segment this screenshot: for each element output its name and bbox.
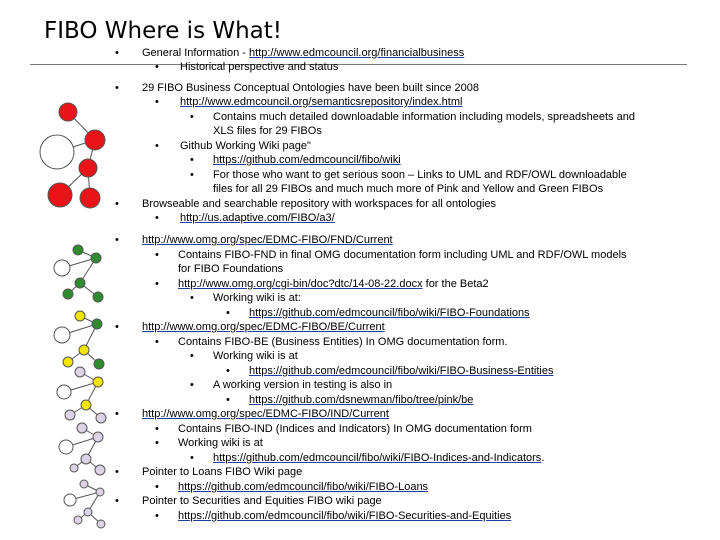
line-text-after: . bbox=[541, 452, 545, 464]
bullet-text-line bbox=[213, 124, 322, 138]
line-text: Historical perspective and status bbox=[180, 61, 339, 73]
bullet-marker: • bbox=[115, 234, 119, 246]
bullet-marker: • bbox=[190, 154, 194, 166]
bullet-text-line bbox=[142, 407, 389, 421]
bullet-marker: • bbox=[226, 307, 230, 319]
bullet-marker: • bbox=[115, 408, 119, 420]
bullet-text-line bbox=[178, 509, 511, 523]
hyperlink[interactable]: http://www.omg.org/spec/EDMC-FIBO/IND/Current bbox=[142, 408, 389, 420]
bullet-text-line bbox=[213, 291, 301, 305]
bullet-text-line bbox=[178, 480, 428, 494]
bullet-text-line bbox=[178, 248, 627, 262]
hyperlink[interactable]: https://github.com/edmcouncil/fibo/wiki/FIBO-Business-Entities bbox=[249, 365, 554, 377]
bullet-marker: • bbox=[115, 466, 119, 478]
bullet-marker: • bbox=[155, 278, 159, 290]
bullet-text-line bbox=[249, 364, 553, 378]
bullet-marker: • bbox=[190, 111, 194, 123]
bullet-text-line bbox=[142, 46, 464, 60]
bullet-marker: • bbox=[155, 61, 159, 73]
bullet-marker: • bbox=[155, 212, 159, 224]
bullet-marker: • bbox=[226, 365, 230, 377]
bullet-text-line bbox=[213, 153, 401, 167]
bullet-marker: • bbox=[226, 394, 230, 406]
line-text: For those who want to get serious soon – Links to UML and RDF/OWL downloadable bbox=[213, 169, 627, 181]
bullet-marker: • bbox=[190, 452, 194, 464]
hyperlink[interactable]: http://www.omg.org/cgi-bin/doc?dtc/14-08-22.docx bbox=[178, 278, 423, 290]
bullet-marker: • bbox=[190, 169, 194, 181]
bullet-text-line bbox=[213, 451, 544, 465]
bullet-text-line bbox=[249, 393, 473, 407]
bullet-text-line bbox=[142, 81, 479, 95]
hyperlink[interactable]: https://github.com/edmcouncil/fibo/wiki/FIBO-Indices-and-Indicators bbox=[213, 452, 542, 464]
line-text: 29 FIBO Business Conceptual Ontologies have been built since 2008 bbox=[142, 82, 479, 94]
bullet-text-line bbox=[213, 168, 627, 182]
line-text: Contains FIBO-BE (Business Entities) In OMG documentation form. bbox=[178, 336, 508, 348]
ontology-tree-icons bbox=[0, 0, 110, 540]
slide-title: FIBO Where is What! bbox=[44, 18, 283, 44]
hyperlink[interactable]: https://github.com/edmcouncil/fibo/wiki/FIBO-Securities-and-Equities bbox=[178, 510, 512, 522]
bullet-text-line bbox=[142, 233, 393, 247]
line-text: XLS files for 29 FIBOs bbox=[213, 125, 322, 137]
bullet-text-line bbox=[178, 436, 263, 450]
bullet-marker: • bbox=[115, 47, 119, 59]
bullet-text-line bbox=[180, 139, 311, 153]
line-text: Working wiki is at: bbox=[213, 292, 301, 304]
bullet-marker: • bbox=[155, 423, 159, 435]
line-text: Pointer to Securities and Equities FIBO wiki page bbox=[142, 495, 382, 507]
title-divider bbox=[30, 64, 687, 65]
line-text: Browseable and searchable repository with workspaces for all ontologies bbox=[142, 198, 497, 210]
line-text: Contains much detailed downloadable information including models, spreadsheets and bbox=[213, 111, 635, 123]
hyperlink[interactable]: http://www.edmcouncil.org/semanticsrepository/index.html bbox=[180, 96, 463, 108]
hyperlink[interactable]: https://github.com/dsnewman/fibo/tree/pink/be bbox=[249, 394, 474, 406]
bullet-marker: • bbox=[155, 96, 159, 108]
bullet-text-line bbox=[213, 349, 298, 363]
bullet-text-line bbox=[142, 465, 302, 479]
bullet-marker: • bbox=[115, 82, 119, 94]
line-text-after: for the Beta2 bbox=[422, 278, 489, 290]
bullet-marker: • bbox=[155, 510, 159, 522]
bullet-text-line bbox=[249, 306, 530, 320]
bullet-marker: • bbox=[190, 350, 194, 362]
bullet-text-line bbox=[178, 262, 283, 276]
bullet-marker: • bbox=[155, 140, 159, 152]
bullet-text-line bbox=[142, 197, 496, 211]
bullet-marker: • bbox=[115, 321, 119, 333]
bullet-text-line bbox=[213, 110, 635, 124]
line-text: Github Working Wiki page" bbox=[180, 140, 311, 152]
line-text: Working wiki is at bbox=[213, 350, 298, 362]
bullet-text-line bbox=[180, 60, 338, 74]
bullet-text-line bbox=[178, 422, 532, 436]
bullet-marker: • bbox=[190, 292, 194, 304]
hyperlink[interactable]: http://www.omg.org/spec/EDMC-FIBO/BE/Current bbox=[142, 321, 385, 333]
bullet-marker: • bbox=[155, 336, 159, 348]
line-text: A working version in testing is also in bbox=[213, 379, 393, 391]
bullet-marker: • bbox=[115, 198, 119, 210]
line-text: Working wiki is at bbox=[178, 437, 263, 449]
line-text: Contains FIBO-FND in final OMG documentation form including UML and RDF/OWL models bbox=[178, 249, 627, 261]
hyperlink[interactable]: http://us.adaptive.com/FIBO/a3/ bbox=[180, 212, 335, 224]
line-text: for FIBO Foundations bbox=[178, 263, 284, 275]
line-text: files for all 29 FIBOs and much much more of Pink and Yellow and Green FIBOs bbox=[213, 183, 604, 195]
hyperlink[interactable]: https://github.com/edmcouncil/fibo/wiki/FIBO-Loans bbox=[178, 481, 429, 493]
bullet-marker: • bbox=[155, 481, 159, 493]
bullet-text-line bbox=[180, 95, 462, 109]
bullet-text-line bbox=[178, 335, 508, 349]
bullet-text-line bbox=[180, 211, 335, 225]
bullet-text-line bbox=[142, 494, 382, 508]
bullet-marker: • bbox=[155, 437, 159, 449]
bullet-text-line bbox=[213, 378, 392, 392]
line-text: General Information - bbox=[142, 47, 249, 59]
hyperlink[interactable]: https://github.com/edmcouncil/fibo/wiki bbox=[213, 154, 401, 166]
bullet-text-line bbox=[178, 277, 489, 291]
bullet-marker: • bbox=[190, 379, 194, 391]
hyperlink[interactable]: https://github.com/edmcouncil/fibo/wiki/FIBO-Foundations bbox=[249, 307, 530, 319]
bullet-marker: • bbox=[155, 249, 159, 261]
hyperlink[interactable]: http://www.omg.org/spec/EDMC-FIBO/FND/Current bbox=[142, 234, 393, 246]
hyperlink[interactable]: http://www.edmcouncil.org/financialbusiness bbox=[249, 47, 465, 59]
line-text: Contains FIBO-IND (Indices and Indicators) In OMG documentation form bbox=[178, 423, 532, 435]
bullet-text-line bbox=[213, 182, 603, 196]
line-text: Pointer to Loans FIBO Wiki page bbox=[142, 466, 303, 478]
bullet-text-line bbox=[142, 320, 385, 334]
bullet-marker: • bbox=[115, 495, 119, 507]
